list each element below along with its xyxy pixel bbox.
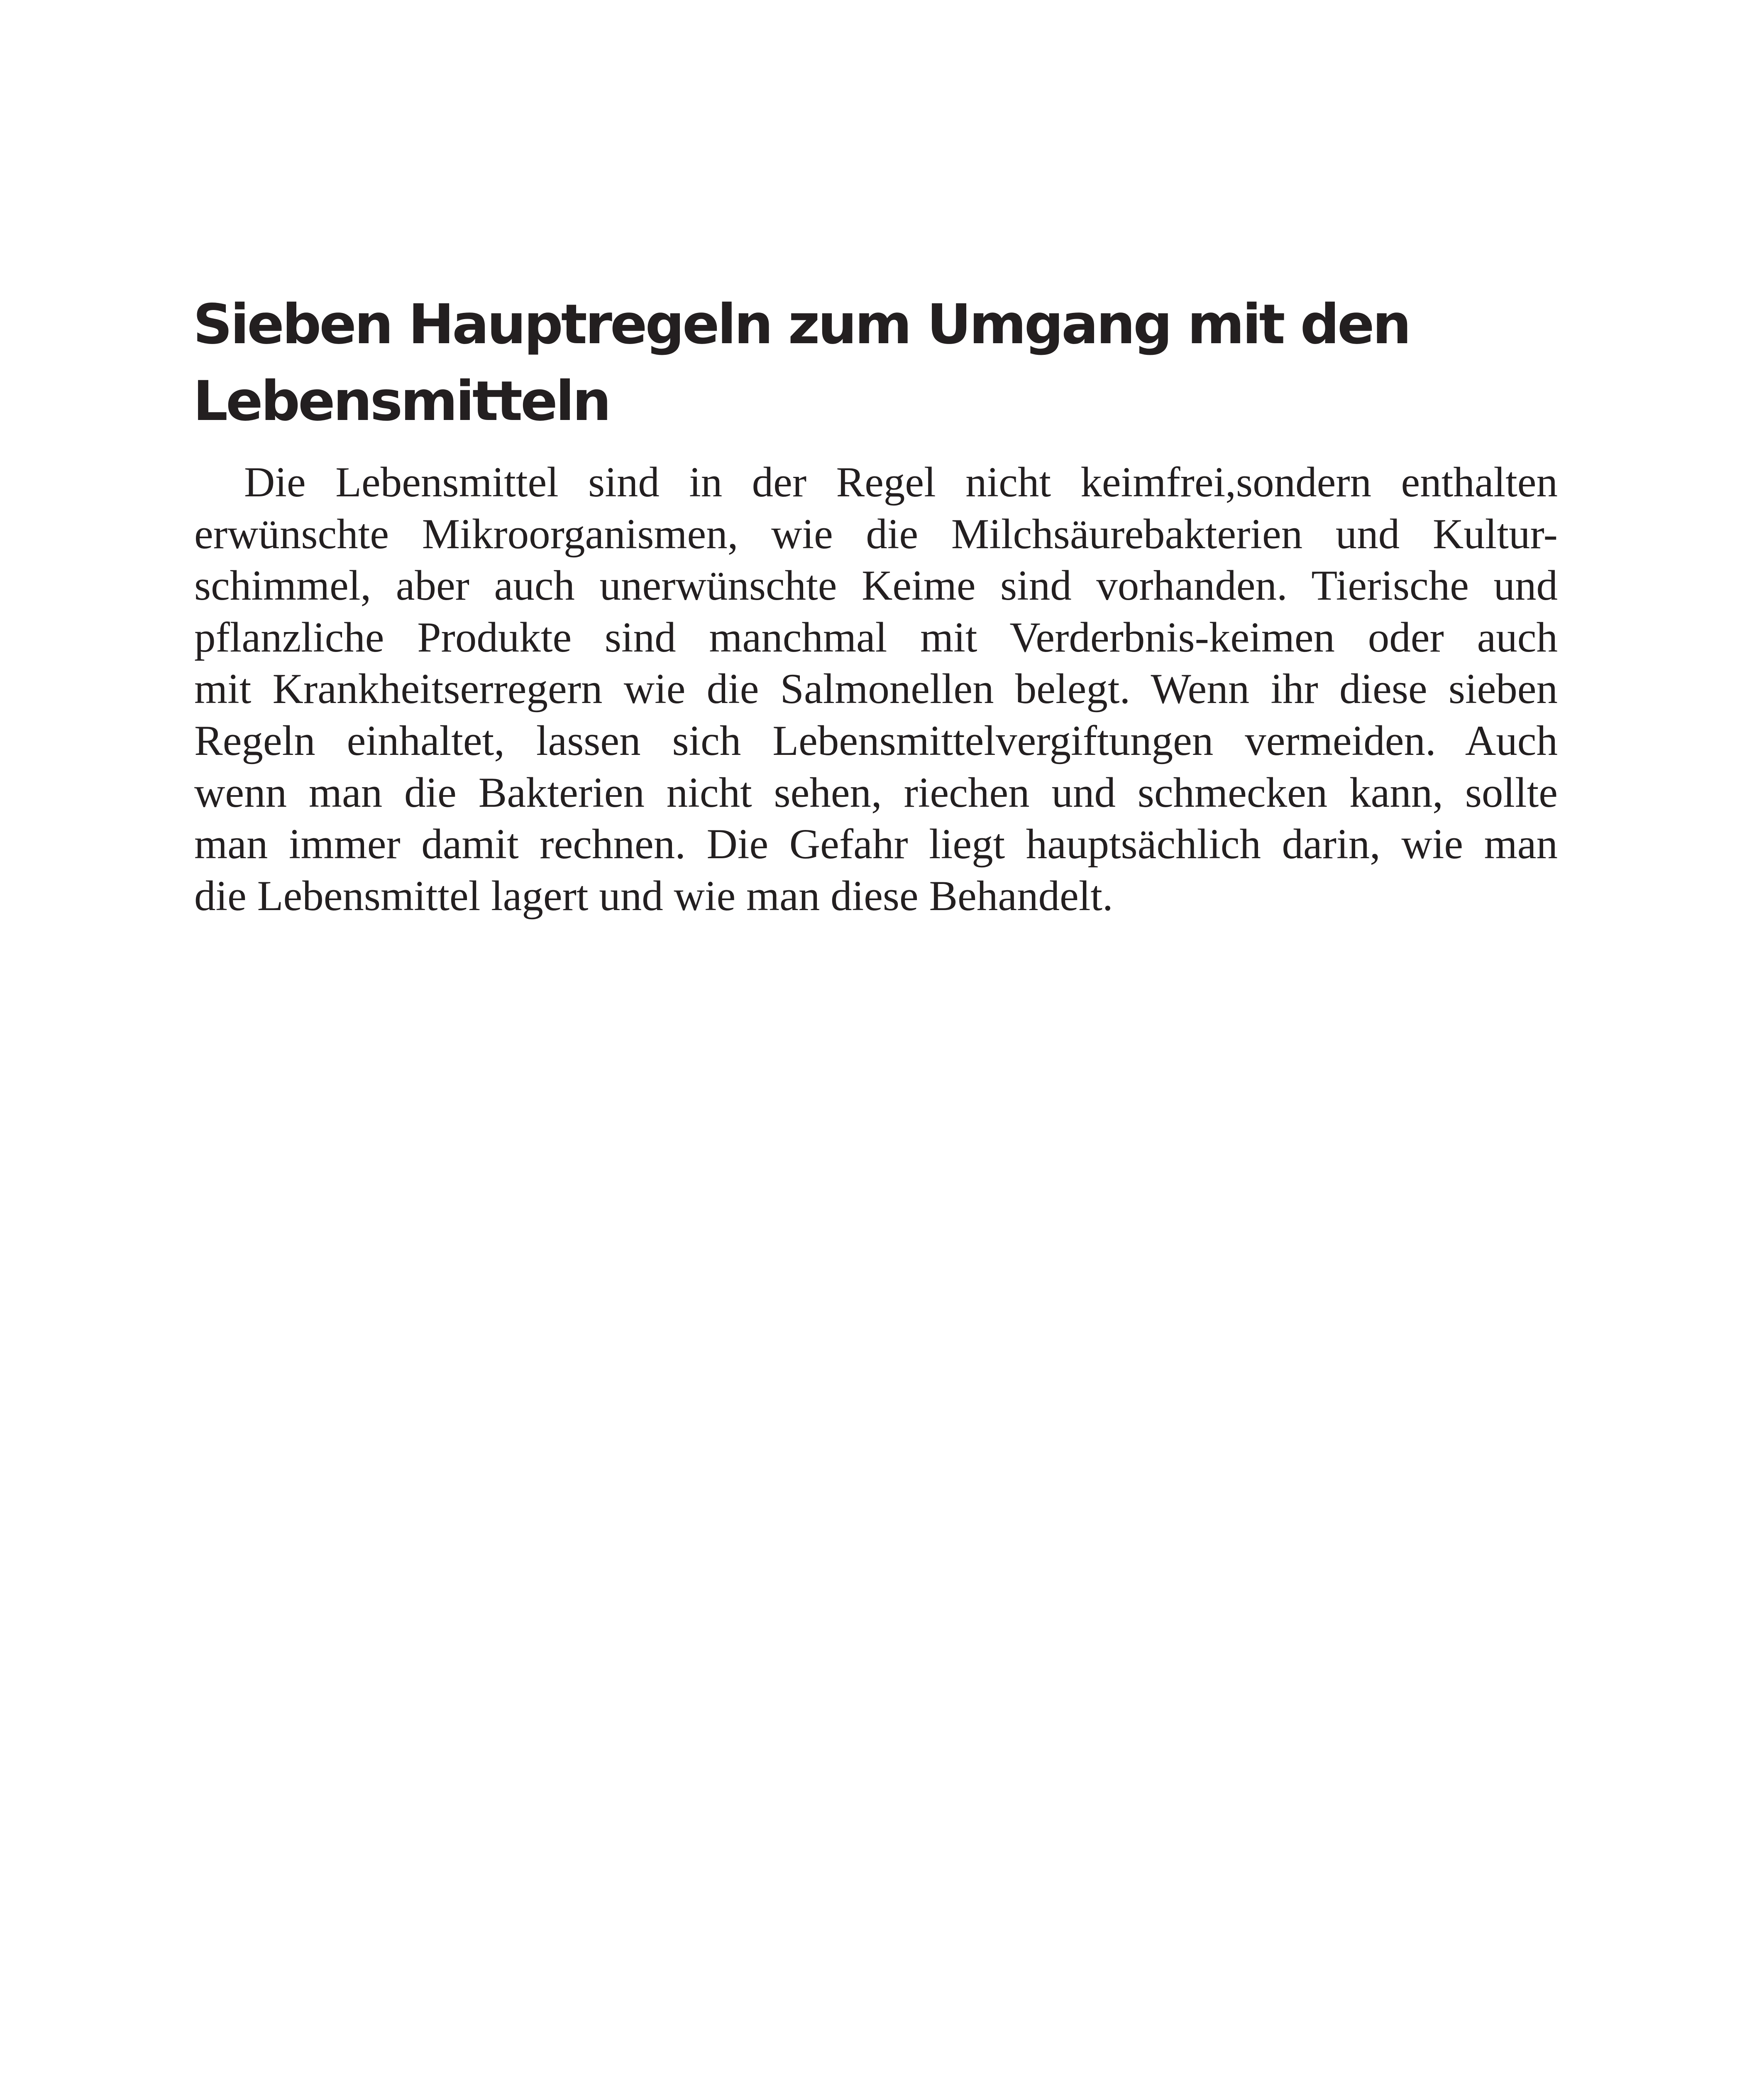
paragraph-line: die Lebensmittel lagert und wie man diese Behandelt. — [194, 872, 1113, 920]
paragraph-line: pflanzliche Produkte sind manchmal mit Verderbnis-keimen oder auch — [194, 613, 1558, 661]
section-heading — [193, 286, 1563, 440]
paragraph-line: erwünschte Mikroorganismen, wie die Milchsäurebakterien und Kultur- — [194, 510, 1558, 558]
paragraph-line: wenn man die Bakterien nicht sehen, riechen und schmecken kann, sollte — [194, 769, 1558, 816]
paragraph-line: Regeln einhaltet, lassen sich Lebensmittelvergiftungen vermeiden. Auch — [194, 717, 1558, 764]
paragraph-line: mit Krankheitserregern wie die Salmonellen belegt. Wenn ihr diese sieben — [194, 665, 1558, 713]
paragraph-line: schimmel, aber auch unerwünschte Keime sind vorhanden. Tierische und — [194, 562, 1558, 610]
body-paragraph — [194, 456, 1558, 922]
heading-line: Sieben Hauptregeln zum Umgang mit den — [193, 293, 1410, 356]
paragraph-line: Die Lebensmittel sind in der Regel nicht keimfrei,sondern enthalten — [244, 459, 1558, 506]
paragraph-line: man immer damit rechnen. Die Gefahr liegt hauptsächlich darin, wie man — [194, 820, 1558, 868]
heading-line: Lebensmitteln — [193, 369, 609, 433]
